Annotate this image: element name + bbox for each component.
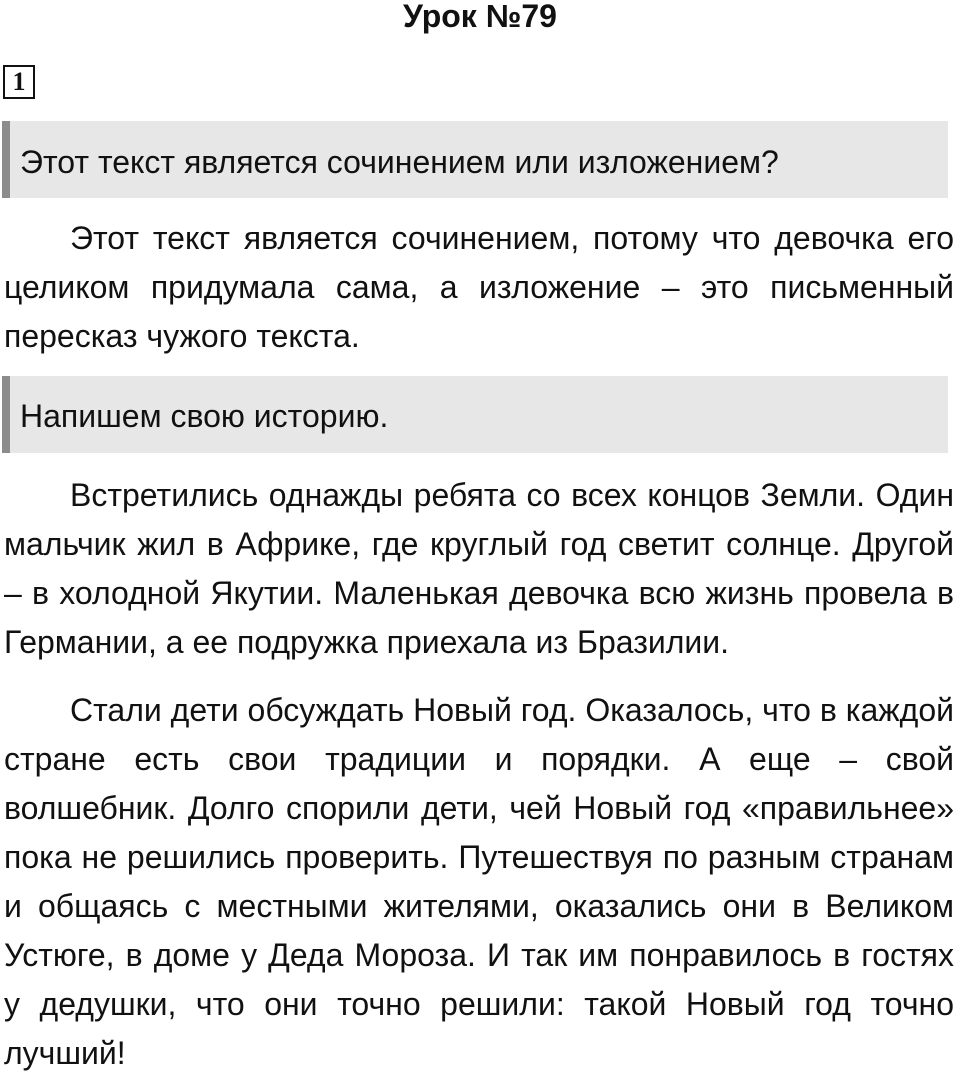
question-box-2: Напишем свою историю. — [2, 376, 948, 453]
answer-paragraph-1: Этот текст является сочинением, потому что девочка его целиком придумала сама, а изложение – это письменный пересказ чужого текста. — [4, 220, 954, 354]
story-paragraph-1: Встретились однажды ребята со всех концов Земли. Один мальчик жил в Африке, где круглый год светит солнце. Другой – в холодной Якутии. Маленькая девочка всю жизнь провела в Германии, а ее подружка приехала из Бразилии. — [4, 477, 954, 660]
lesson-title: Урок №79 — [403, 0, 557, 34]
task-number-box: 1 — [3, 65, 35, 99]
question-box-1: Этот текст является сочинением или изложением? — [2, 121, 948, 198]
story-paragraph-2: Стали дети обсуждать Новый год. Оказалось, что в каждой стране есть свои традиции и порядки. А еще – свой волшебник. Долго спорили дети, чей Новый год «правильнее» пока не решились проверить. Путешествуя по разным странам и общаясь с местными жителями, оказались они в Великом Устюге, в доме у Деда Мороза. И так им понравилось в гостях у дедушки, что они точно решили: такой Новый год точно лучший! — [4, 692, 954, 1071]
